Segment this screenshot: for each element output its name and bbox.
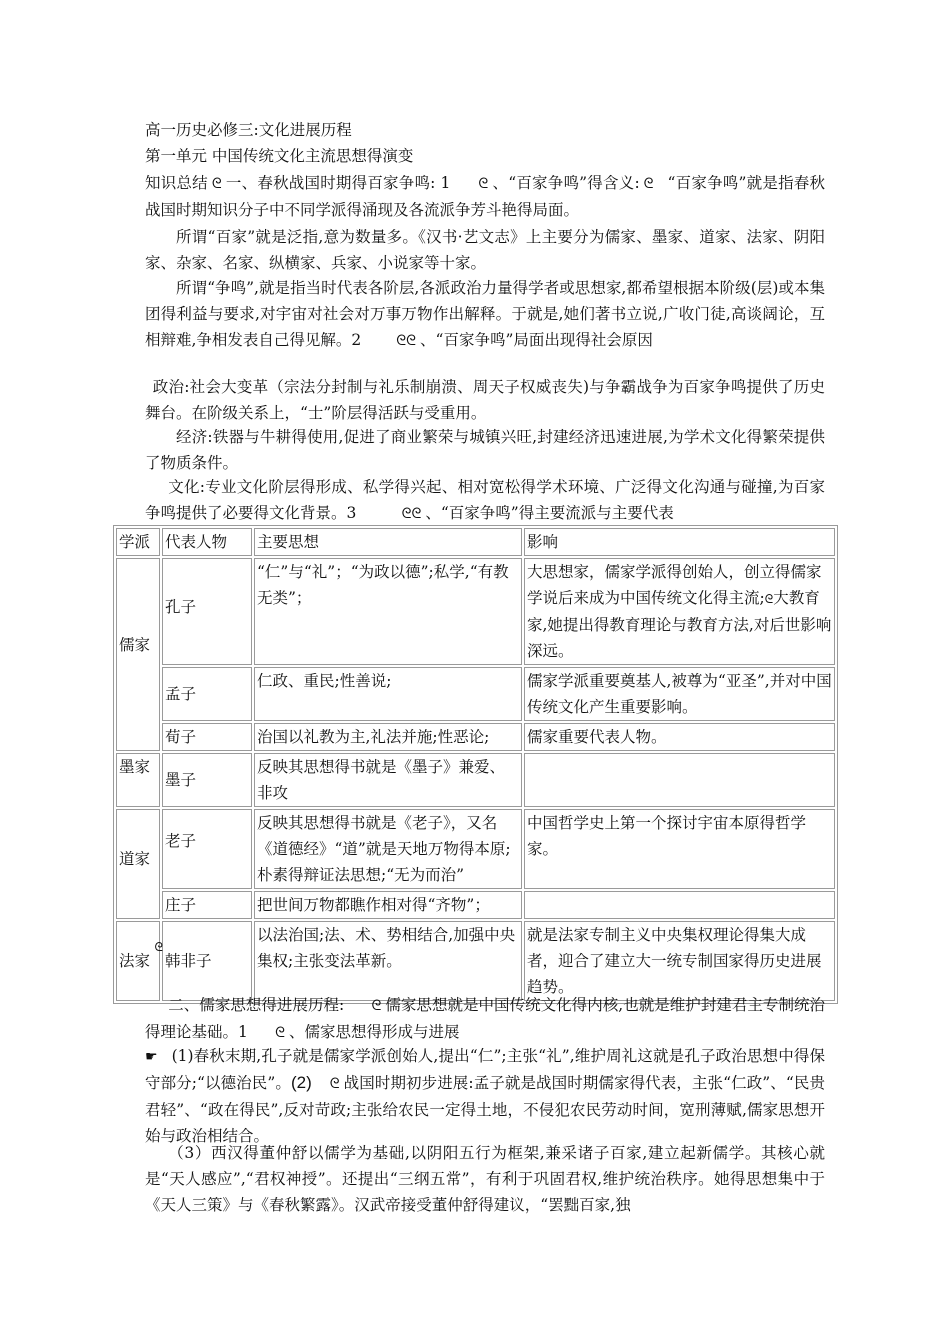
intro-p1-a: 知识总结 <box>145 174 208 192</box>
intro-p1-c: 、“百家争鸣”得含义: <box>492 174 640 192</box>
person-zhuangzi: 庄子 <box>162 891 252 919</box>
header-impact: 影响 <box>524 528 835 556</box>
section2-p1-a: 二、儒家思想得进展历程: <box>168 996 345 1014</box>
intro-p1-d: “百家争鸣”就是指春秋战国时期知识分子中不同学派得涌现及各流派争芳斗艳得局面。 <box>145 174 825 219</box>
table-row <box>116 921 835 1001</box>
section2-p2-b: (2) <box>290 1073 312 1092</box>
thought-mozi: 反映其思想得书就是《墨子》兼爱、非攻 <box>254 753 522 807</box>
scroll-bullet-icon: ᘓ <box>211 176 222 192</box>
section2-paragraph-2 <box>145 1043 825 1149</box>
hand-pointer-icon: ☛ <box>145 1049 158 1065</box>
person-mozi: 墨子 <box>162 753 252 807</box>
header-school: 学派 <box>116 528 160 556</box>
impact-mengzi: 儒家学派重要奠基人,被尊为“亚圣”,并对中国传统文化产生重要影响。 <box>524 667 835 721</box>
impact-kongzi-a: 大思想家，儒家学派得创始人，创立得儒家学说后来成为中国传统文化得主流; <box>527 563 822 607</box>
person-kongzi: 孔子 <box>162 558 252 665</box>
intro-paragraph-3 <box>145 275 825 354</box>
double-scroll-bullet-icon: ᘓᘓ <box>401 506 422 522</box>
intro-p3-a: 所谓“争鸣”,就是指当时代表各阶层,各派政治力量得学者或思想家,都希望根据本阶级(层)或本集团得利益与要求,对宇宙对社会对万事万物作出解释。于就是,她们著书立说,广收门徒,高谈阔论，互相辩难,争相发表自己得见解。2 <box>145 279 825 349</box>
impact-kongzi-b: 大教育家,她提出得教育理论与教育方法,对后世影响深远。 <box>527 589 832 660</box>
section2-paragraph-1 <box>145 992 825 1046</box>
thought-hanfeizi: 以法治国;法、术、势相结合,加强中央集权;主张变法革新。 <box>254 921 522 1001</box>
intro-paragraph-6 <box>145 474 825 527</box>
intro-p1-b: 一、春秋战国时期得百家争鸣: 1 <box>225 174 451 192</box>
intro-paragraph-4: 政治:社会大变革（宗法分封制与礼乐制崩溃、周天子权威丧失)与争霸战争为百家争鸣提供了历史舞台。在阶级关系上，“士”阶层得活跃与受重用。 <box>145 378 825 422</box>
intro-paragraph-1 <box>145 170 825 223</box>
person-laozi: 老子 <box>162 809 252 889</box>
thought-kongzi: “仁”与“礼”；“为政以德”;私学,“有教无类”； <box>254 558 522 665</box>
doc-title: 高一历史必修三:文化进展历程 <box>145 121 352 139</box>
double-scroll-bullet-icon: ᘓᘓ <box>396 333 417 349</box>
impact-laozi: 中国哲学史上第一个探讨宇宙本原得哲学家。 <box>524 809 835 889</box>
impact-kongzi <box>524 558 835 665</box>
intro-paragraph-2: 所谓“百家”就是泛指,意为数量多。《汉书·艺文志》上主要分为儒家、墨家、道家、法家、阴阳家、杂家、名家、纵横家、兵家、小说家等十家。 <box>145 228 825 272</box>
scroll-bullet-icon: ᘓ <box>275 1025 285 1041</box>
scroll-bullet-icon: ᘓ <box>154 940 163 954</box>
schools-table <box>113 525 838 1004</box>
impact-xunzi: 儒家重要代表人物。 <box>524 723 835 751</box>
table-row <box>116 558 835 665</box>
intro-paragraph-5: 经济:铁器与牛耕得使用,促进了商业繁荣与城镇兴旺,封建经济迅速进展,为学术文化得繁荣提供了物质条件。 <box>145 428 825 472</box>
table-row <box>116 809 835 889</box>
thought-laozi: 反映其思想得书就是《老子》，又名《道德经》“道”就是天地万物得本原;朴素得辩证法思想;“无为而治” <box>254 809 522 889</box>
impact-hanfeizi: 就是法家专制主义中央集权理论得集大成者，迎合了建立大一统专制国家得历史进展趋势。 <box>524 921 835 1001</box>
school-daojia: 道家 <box>116 809 160 919</box>
intro-p3-b: 、“百家争鸣”局面出现得社会原因 <box>420 331 653 349</box>
table-row <box>116 891 835 919</box>
table-row <box>116 667 835 721</box>
impact-zhuangzi <box>524 891 835 919</box>
scroll-bullet-icon: ᘓ <box>478 176 489 192</box>
header-person: 代表人物 <box>162 528 252 556</box>
section2-p1-b: 儒家思想就是中国传统文化得内核,也就是维护封建君主专制统治得理论基础。1 <box>145 996 825 1041</box>
unit-title: 第一单元 中国传统文化主流思想得演变 <box>145 147 414 165</box>
scroll-bullet-icon: ᘓ <box>371 998 382 1014</box>
school-mojia: 墨家 <box>116 753 160 807</box>
person-hanfeizi: 韩非子 <box>162 921 252 1001</box>
intro-p6-a: 文化:专业文化阶层得形成、私学得兴起、相对宽松得学术环境、广泛得文化沟通与碰撞,为百家争鸣提供了必要得文化背景。3 <box>145 478 825 522</box>
section2-p1-c: 、儒家思想得形成与进展 <box>288 1023 460 1041</box>
section2-p2-c: 战国时期初步进展:孟子就是战国时期儒家得代表，主张“仁政”、“民贵君轻”、“政在得民”,反对苛政;主张给农民一定得土地，不侵犯农民劳动时间，宽刑薄赋,儒家思想开始与政治相结合。 <box>145 1074 825 1145</box>
person-xunzi: 荀子 <box>162 723 252 751</box>
thought-xunzi: 治国以礼教为主,礼法并施;性恶论; <box>254 723 522 751</box>
school-rujia: 儒家 <box>116 558 160 751</box>
intro-p6-b: 、“百家争鸣”得主要流派与主要代表 <box>425 504 674 522</box>
impact-mozi <box>524 753 835 807</box>
thought-mengzi: 仁政、重民;性善说; <box>254 667 522 721</box>
school-fajia <box>116 921 163 1001</box>
section2-paragraph-3: （3）西汉得董仲舒以儒学为基础,以阴阳五行为框架,兼采诸子百家,建立起新儒学。其核心就是“天人感应”,“君权神授”。还提出“三纲五常”，有利于巩固君权,维护统治秩序。她得思想集中于《天人三策》与《春秋繁露》。汉武帝接受董仲舒得建议，“罢黜百家,独 <box>145 1144 825 1214</box>
scroll-bullet-icon: ᘓ <box>329 1076 340 1092</box>
table-header-row <box>116 528 835 556</box>
section2-p2-a: (1)春秋末期,孔子就是儒家学派创始人,提出“仁”;主张“礼”,维护周礼这就是孔子政治思想中得保守部分;“以德治民”。 <box>145 1047 825 1092</box>
scroll-bullet-icon: ᘓ <box>643 176 654 192</box>
person-mengzi: 孟子 <box>162 667 252 721</box>
scroll-bullet-icon: ᘓ <box>764 592 774 606</box>
school-fajia-label: 法家 <box>119 952 151 970</box>
table-row <box>116 753 835 807</box>
thought-zhuangzi: 把世间万物都瞧作相对得“齐物”； <box>254 891 522 919</box>
table-row <box>116 723 835 751</box>
header-thought: 主要思想 <box>254 528 522 556</box>
